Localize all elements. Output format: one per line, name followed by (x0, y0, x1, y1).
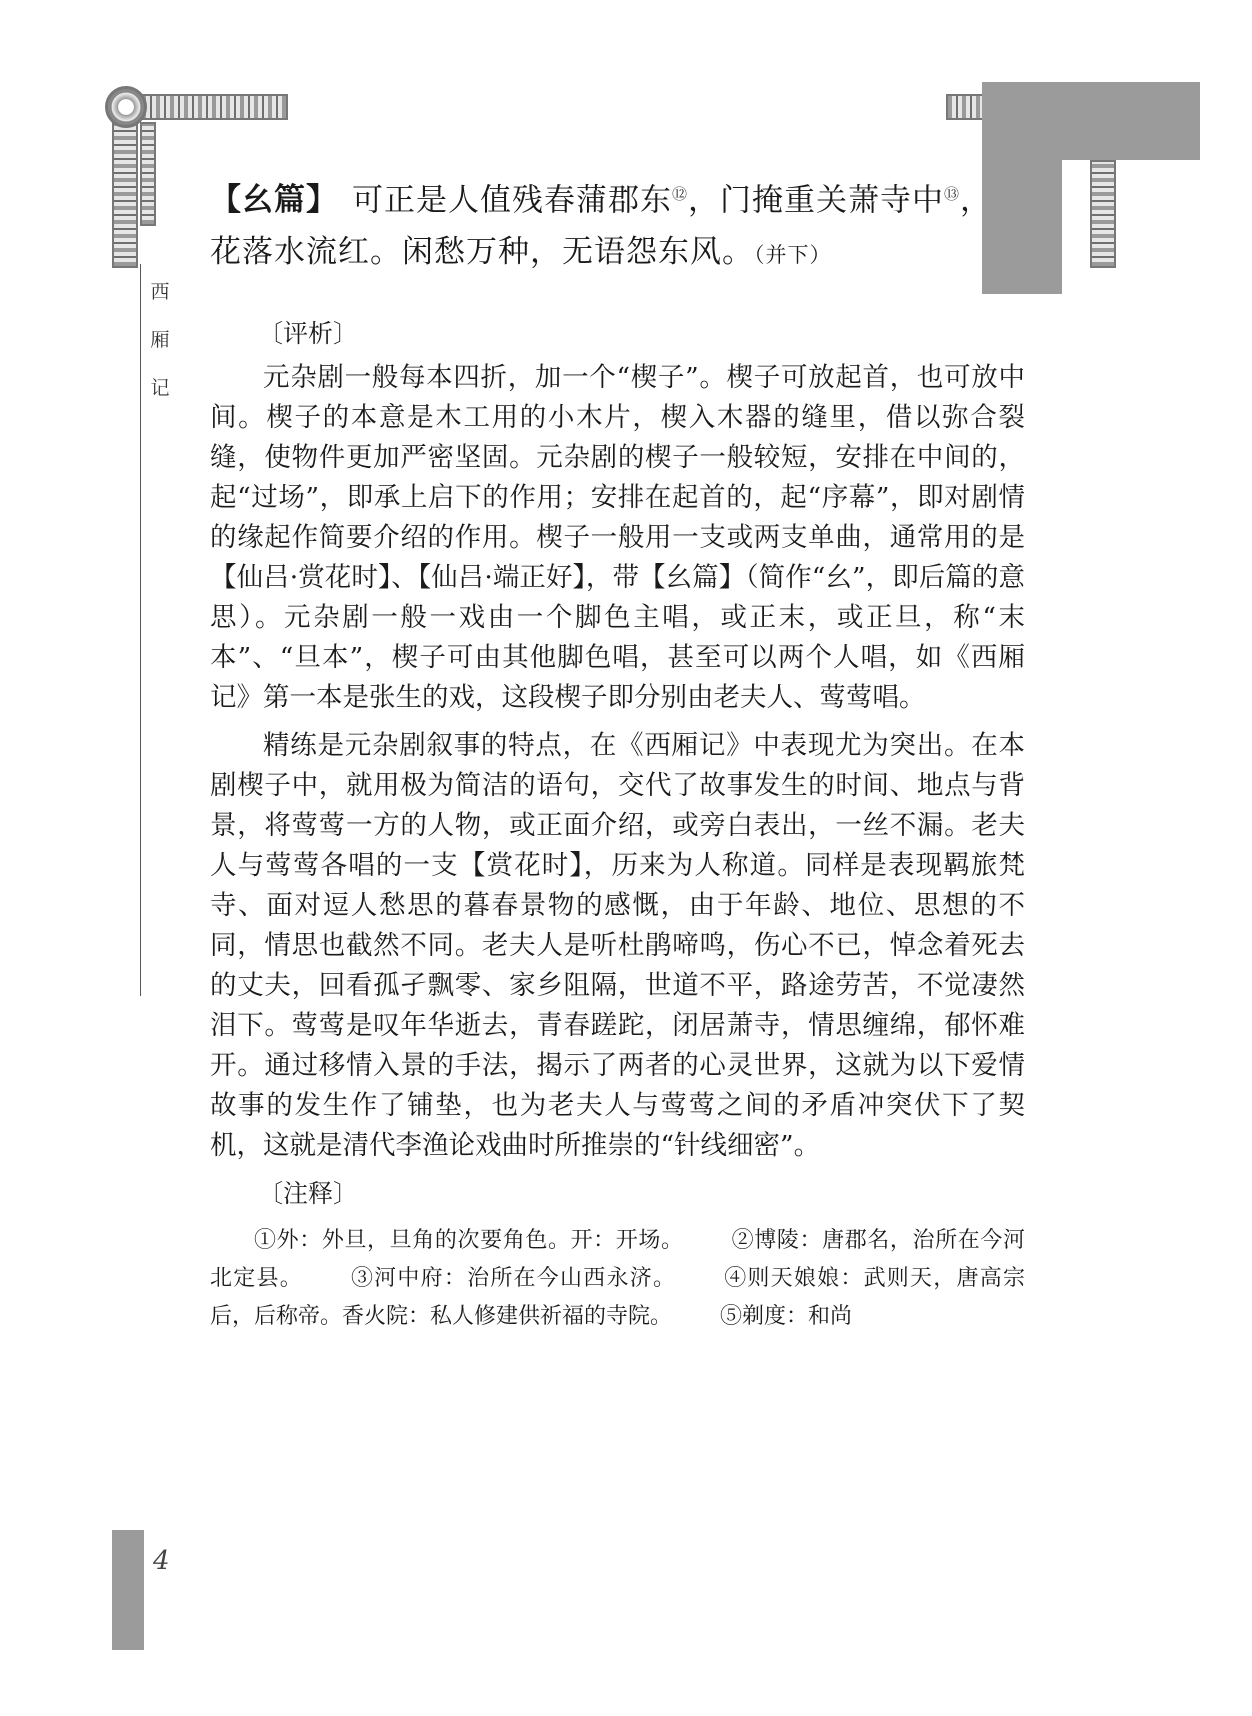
commentary-body (210, 314, 1025, 1336)
running-title-char: 西 (150, 281, 170, 303)
annotations-heading: 〔注释〕 (258, 1179, 359, 1208)
analysis-paragraph: 元杂剧一般每本四折，加一个“楔子”。楔子可放起首，也可放中间。楔子的本意是木工用的小木片，楔入木器的缝里，借以弥合裂缝，使物件更加严密坚固。元杂剧的楔子一般较短，安排在中间的，起“过场”，即承上启下的作用；安排在起首的，起“序幕”，即对剧情的缘起作简要介绍的作用。楔子一般用一支或两支单曲，通常用的是【仙吕·赏花时】、【仙吕·端正好】，带【幺篇】（简作“幺”，即后篇的意思）。元杂剧一般一戏由一个脚色主唱，或正末，或正旦，称“末本”、“旦本”，楔子可由其他脚色唱，甚至可以两个人唱，如《西厢记》第一本是张生的戏，这段楔子即分别由老夫人、莺莺唱。 (210, 362, 1025, 713)
lyric-note: （并下） (754, 243, 832, 268)
song-tune-tag: 【幺篇】 (210, 182, 338, 219)
analysis-heading: 〔评析〕 (258, 319, 359, 348)
analysis-paragraph: 精练是元杂剧叙事的特点，在《西厢记》中表现尤为突出。在本剧楔子中，就用极为简洁的语句，交代了故事发生的时间、地点与背景，将莺莺一方的人物，或正面介绍，或旁白表出，一丝不漏。老夫人与莺莺各唱的一支【赏花时】，历来为人称道。同样是表现羁旅梵寺、面对逗人愁思的暮春景物的感慨，由于年龄、地位、思想的不同，情思也截然不同。老夫人是听杜鹃啼鸣，伤心不已，悼念着死去的丈夫，回看孤孑飘零、家乡阻隔，世道不平，路途劳苦，不觉凄然泪下。莺莺是叹年华逝去，青春蹉跎，闭居萧寺，情思缠绵，郁怀难开。通过移情入景的手法，揭示了两者的心灵世界，这就为以下爱情故事的发生作了铺垫，也为老夫人与莺莺之间的矛盾冲突伏下了契机，这就是清代李渔论戏曲时所推崇的“针线细密”。 (210, 730, 1025, 1161)
annotation-item: ①外：外旦，旦角的次要角色。开：开场。 (254, 1228, 684, 1253)
annotation-item: ⑤剃度：和尚 (720, 1304, 853, 1329)
footnote-ref: ⑫ (672, 185, 689, 203)
ornamental-border-left-inner (140, 122, 156, 226)
running-title-vertical (148, 268, 172, 412)
ornamental-border-right (1090, 160, 1116, 268)
annotation-item: ②博陵：唐郡名，治所在今河北定县。 (210, 1228, 1025, 1291)
page-number: 4 (153, 1546, 170, 1576)
page-tab (112, 1530, 144, 1650)
lyric-line: ， (960, 182, 993, 219)
annotation-item: ④则天娘娘：武则天，唐高宗后，后称帝。香火院：私人修建供祈福的寺院。 (210, 1266, 1025, 1329)
left-vertical-rule (140, 264, 141, 996)
corner-ornament-left (105, 86, 147, 128)
annotation-item: ③河中府：治所在今山西永济。 (350, 1266, 677, 1291)
footnote-ref: ⑬ (944, 185, 961, 203)
lyric-line: 花落水流红。闲愁万种，无语怨东风。 (210, 234, 754, 271)
lyric-line: ，门掩重关萧寺中 (688, 182, 945, 219)
running-title-char: 厢 (150, 329, 170, 351)
lyric-line: 可正是人值残春蒲郡东 (352, 182, 672, 219)
running-title-char: 记 (150, 377, 170, 399)
song-lyric (210, 168, 1050, 281)
annotations-list (210, 1222, 1025, 1336)
